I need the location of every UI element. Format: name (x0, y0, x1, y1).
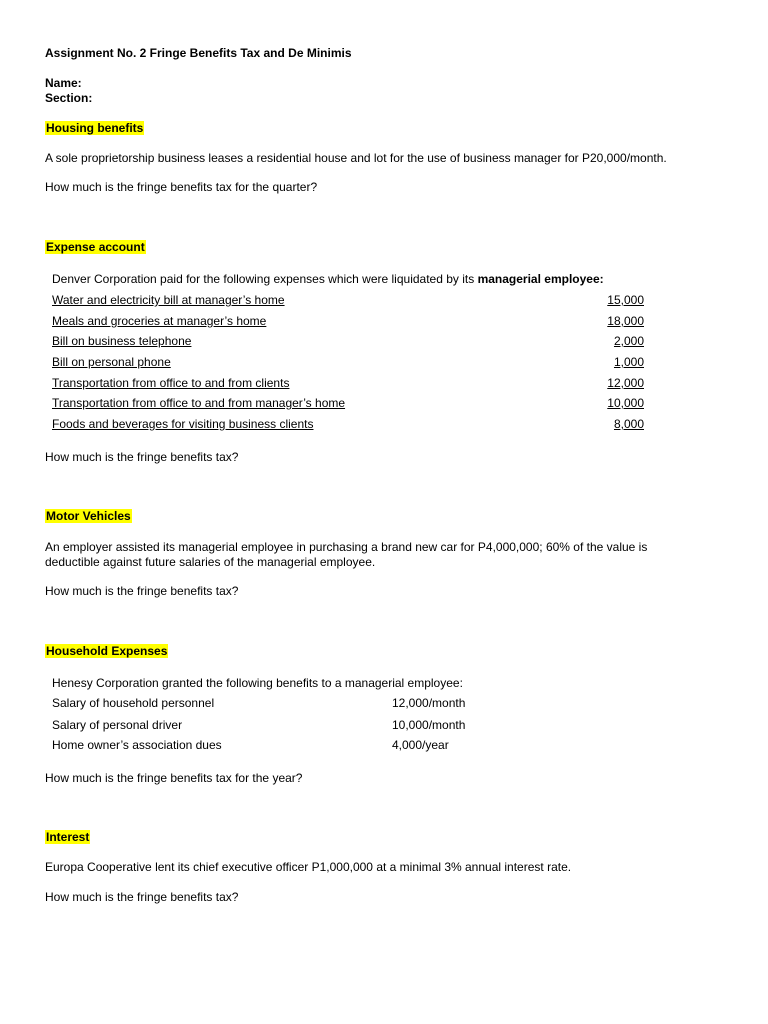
expense-section (45, 240, 146, 255)
interest-text: Europa Cooperative lent its chief executive officer P1,000,000 at a minimal 3% annual interest rate. (45, 860, 572, 874)
expense-row (52, 293, 644, 308)
expense-item-label: Bill on personal phone (52, 355, 171, 369)
expense-item-amount: 2,000 (613, 334, 644, 348)
motor-text-line1: An employer assisted its managerial employee in purchasing a brand new car for P4,000,000; 60% of the value is (45, 540, 648, 554)
expense-row (52, 376, 644, 391)
household-intro: Henesy Corporation granted the following benefits to a managerial employee: (52, 676, 463, 690)
interest-section (45, 830, 90, 845)
household-item-amount: 10,000/month (392, 718, 466, 732)
household-row (52, 738, 492, 753)
document-title: Assignment No. 2 Fringe Benefits Tax and De Minimis (45, 46, 352, 60)
housing-text: A sole proprietorship business leases a residential house and lot for the use of business manager for P20,000/month. (45, 151, 667, 165)
expense-intro-text: Denver Corporation paid for the following expenses which were liquidated by its (52, 272, 478, 286)
expense-item-label: Bill on business telephone (52, 334, 192, 348)
expense-item-label: Transportation from office to and from manager’s home (52, 396, 346, 410)
expense-item-amount: 10,000 (607, 396, 644, 410)
household-row (52, 718, 492, 733)
household-item-label: Salary of personal driver (52, 718, 183, 732)
expense-heading: Expense account (46, 240, 145, 254)
household-item-label: Salary of household personnel (52, 696, 215, 710)
expense-item-label: Meals and groceries at manager’s home (52, 314, 267, 328)
expense-row (52, 396, 644, 411)
expense-item-amount: 15,000 (607, 293, 644, 307)
expense-question: How much is the fringe benefits tax? (45, 450, 239, 464)
expense-item-label: Water and electricity bill at manager’s home (52, 293, 285, 307)
household-item-amount: 4,000/year (392, 738, 449, 752)
household-section (45, 644, 168, 659)
housing-section (45, 121, 144, 136)
motor-question: How much is the fringe benefits tax? (45, 584, 239, 598)
motor-section (45, 509, 132, 524)
housing-heading: Housing benefits (46, 121, 144, 135)
name-label: Name: (45, 76, 82, 90)
motor-heading: Motor Vehicles (46, 509, 131, 523)
expense-item-amount: 18,000 (607, 314, 644, 328)
expense-item-label: Foods and beverages for visiting business clients (52, 417, 314, 431)
household-item-amount: 12,000/month (392, 696, 466, 710)
expense-item-amount: 1,000 (613, 355, 644, 369)
expense-row (52, 314, 644, 329)
household-row (52, 696, 492, 711)
interest-heading: Interest (46, 830, 90, 844)
housing-question: How much is the fringe benefits tax for the quarter? (45, 180, 318, 194)
expense-item-amount: 12,000 (607, 376, 644, 390)
interest-question: How much is the fringe benefits tax? (45, 890, 239, 904)
expense-item-amount: 8,000 (613, 417, 644, 431)
expense-row (52, 417, 644, 432)
household-heading: Household Expenses (46, 644, 168, 658)
household-question: How much is the fringe benefits tax for the year? (45, 771, 303, 785)
expense-item-label: Transportation from office to and from clients (52, 376, 290, 390)
motor-text-line2: deductible against future salaries of the managerial employee. (45, 555, 376, 569)
expense-intro (52, 272, 604, 287)
expense-intro-bold: managerial employee: (477, 272, 604, 286)
household-item-label: Home owner’s association dues (52, 738, 222, 752)
section-label: Section: (45, 91, 93, 105)
expense-row (52, 355, 644, 370)
expense-row (52, 334, 644, 349)
